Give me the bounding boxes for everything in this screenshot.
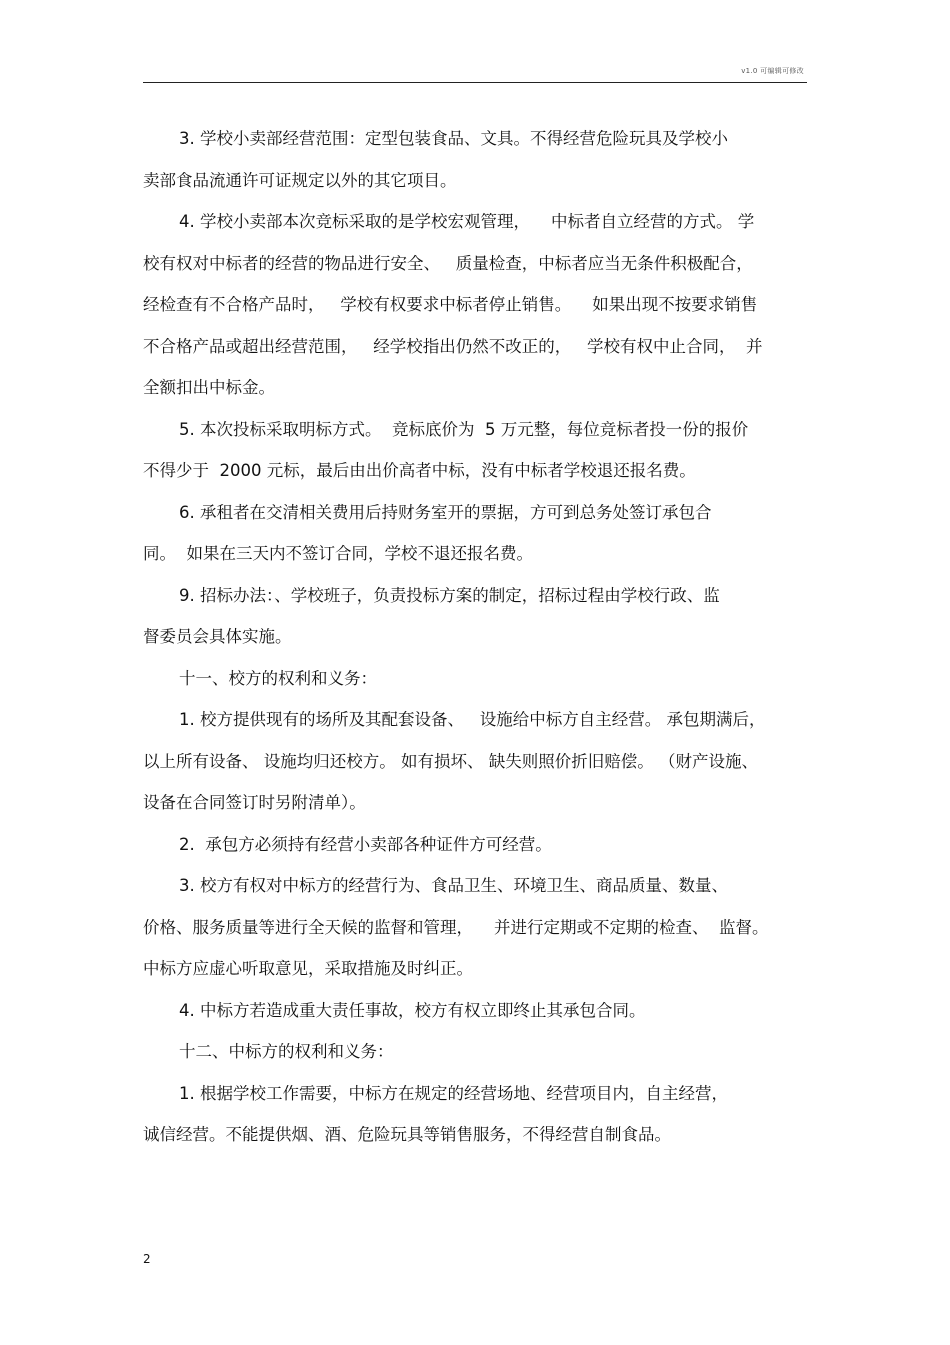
body-line: 9. 招标办法：、学校班子，负责投标方案的制定，招标过程由学校行政、监	[179, 586, 720, 605]
body-line: 价格、服务质量等进行全天候的监督和管理， 并进行定期或不定期的检查、 监督。	[143, 918, 769, 937]
body-line: 同。 如果在三天内不签订合同，学校不退还报名费。	[143, 544, 533, 563]
body-line: 经检查有不合格产品时， 学校有权要求中标者停止销售。 如果出现不按要求销售	[143, 295, 758, 314]
body-line: 4. 学校小卖部本次竞标采取的是学校宏观管理， 中标者自立经营的方式。 学	[179, 212, 755, 231]
body-line: 不得少于 2000 元标，最后由出价高者中标，没有中标者学校退还报名费。	[143, 461, 696, 480]
body-line: 校有权对中标者的经营的物品进行安全、 质量检查，中标者应当无条件积极配合，	[143, 254, 753, 273]
header-rule	[143, 82, 807, 83]
body-line: 中标方应虚心听取意见，采取措施及时纠正。	[143, 959, 473, 978]
body-line: 3. 学校小卖部经营范围：定型包装食品、文具。不得经营危险玩具及学校小	[179, 129, 728, 148]
header-version-tag: v1.0 可编辑可修改	[741, 67, 804, 75]
body-line: 督委员会具体实施。	[143, 627, 292, 646]
body-line: 不合格产品或超出经营范围， 经学校指出仍然不改正的， 学校有权中止合同， 并	[143, 337, 763, 356]
body-line: 6. 承租者在交清相关费用后持财务室开的票据，方可到总务处签订承包合	[179, 503, 712, 522]
body-line: 2. 承包方必须持有经营小卖部各种证件方可经营。	[179, 835, 552, 854]
body-line: 3. 校方有权对中标方的经营行为、食品卫生、环境卫生、商品质量、数量、	[179, 876, 728, 895]
body-line: 1. 校方提供现有的场所及其配套设备、 设施给中标方自主经营。 承包期满后，	[179, 710, 766, 729]
section-heading: 十一、校方的权利和义务：	[179, 669, 377, 688]
body-line: 卖部食品流通许可证规定以外的其它项目。	[143, 171, 457, 190]
body-line: 5. 本次投标采取明标方式。 竞标底价为 5 万元整，每位竞标者投一份的报价	[179, 420, 749, 439]
body-line: 诚信经营。不能提供烟、酒、危险玩具等销售服务，不得经营自制食品。	[143, 1125, 671, 1144]
page-number: 2	[143, 1252, 151, 1266]
body-line: 以上所有设备、 设施均归还校方。 如有损坏、 缺失则照价折旧赔偿。 （财产设施、	[143, 752, 758, 771]
body-line: 4. 中标方若造成重大责任事故，校方有权立即终止其承包合同。	[179, 1001, 646, 1020]
body-line: 全额扣出中标金。	[143, 378, 275, 397]
body-line: 设备在合同签订时另附清单）。	[143, 793, 366, 812]
body-line: 1. 根据学校工作需要，中标方在规定的经营场地、经营项目内，自主经营，	[179, 1084, 728, 1103]
section-heading: 十二、中标方的权利和义务：	[179, 1042, 394, 1061]
